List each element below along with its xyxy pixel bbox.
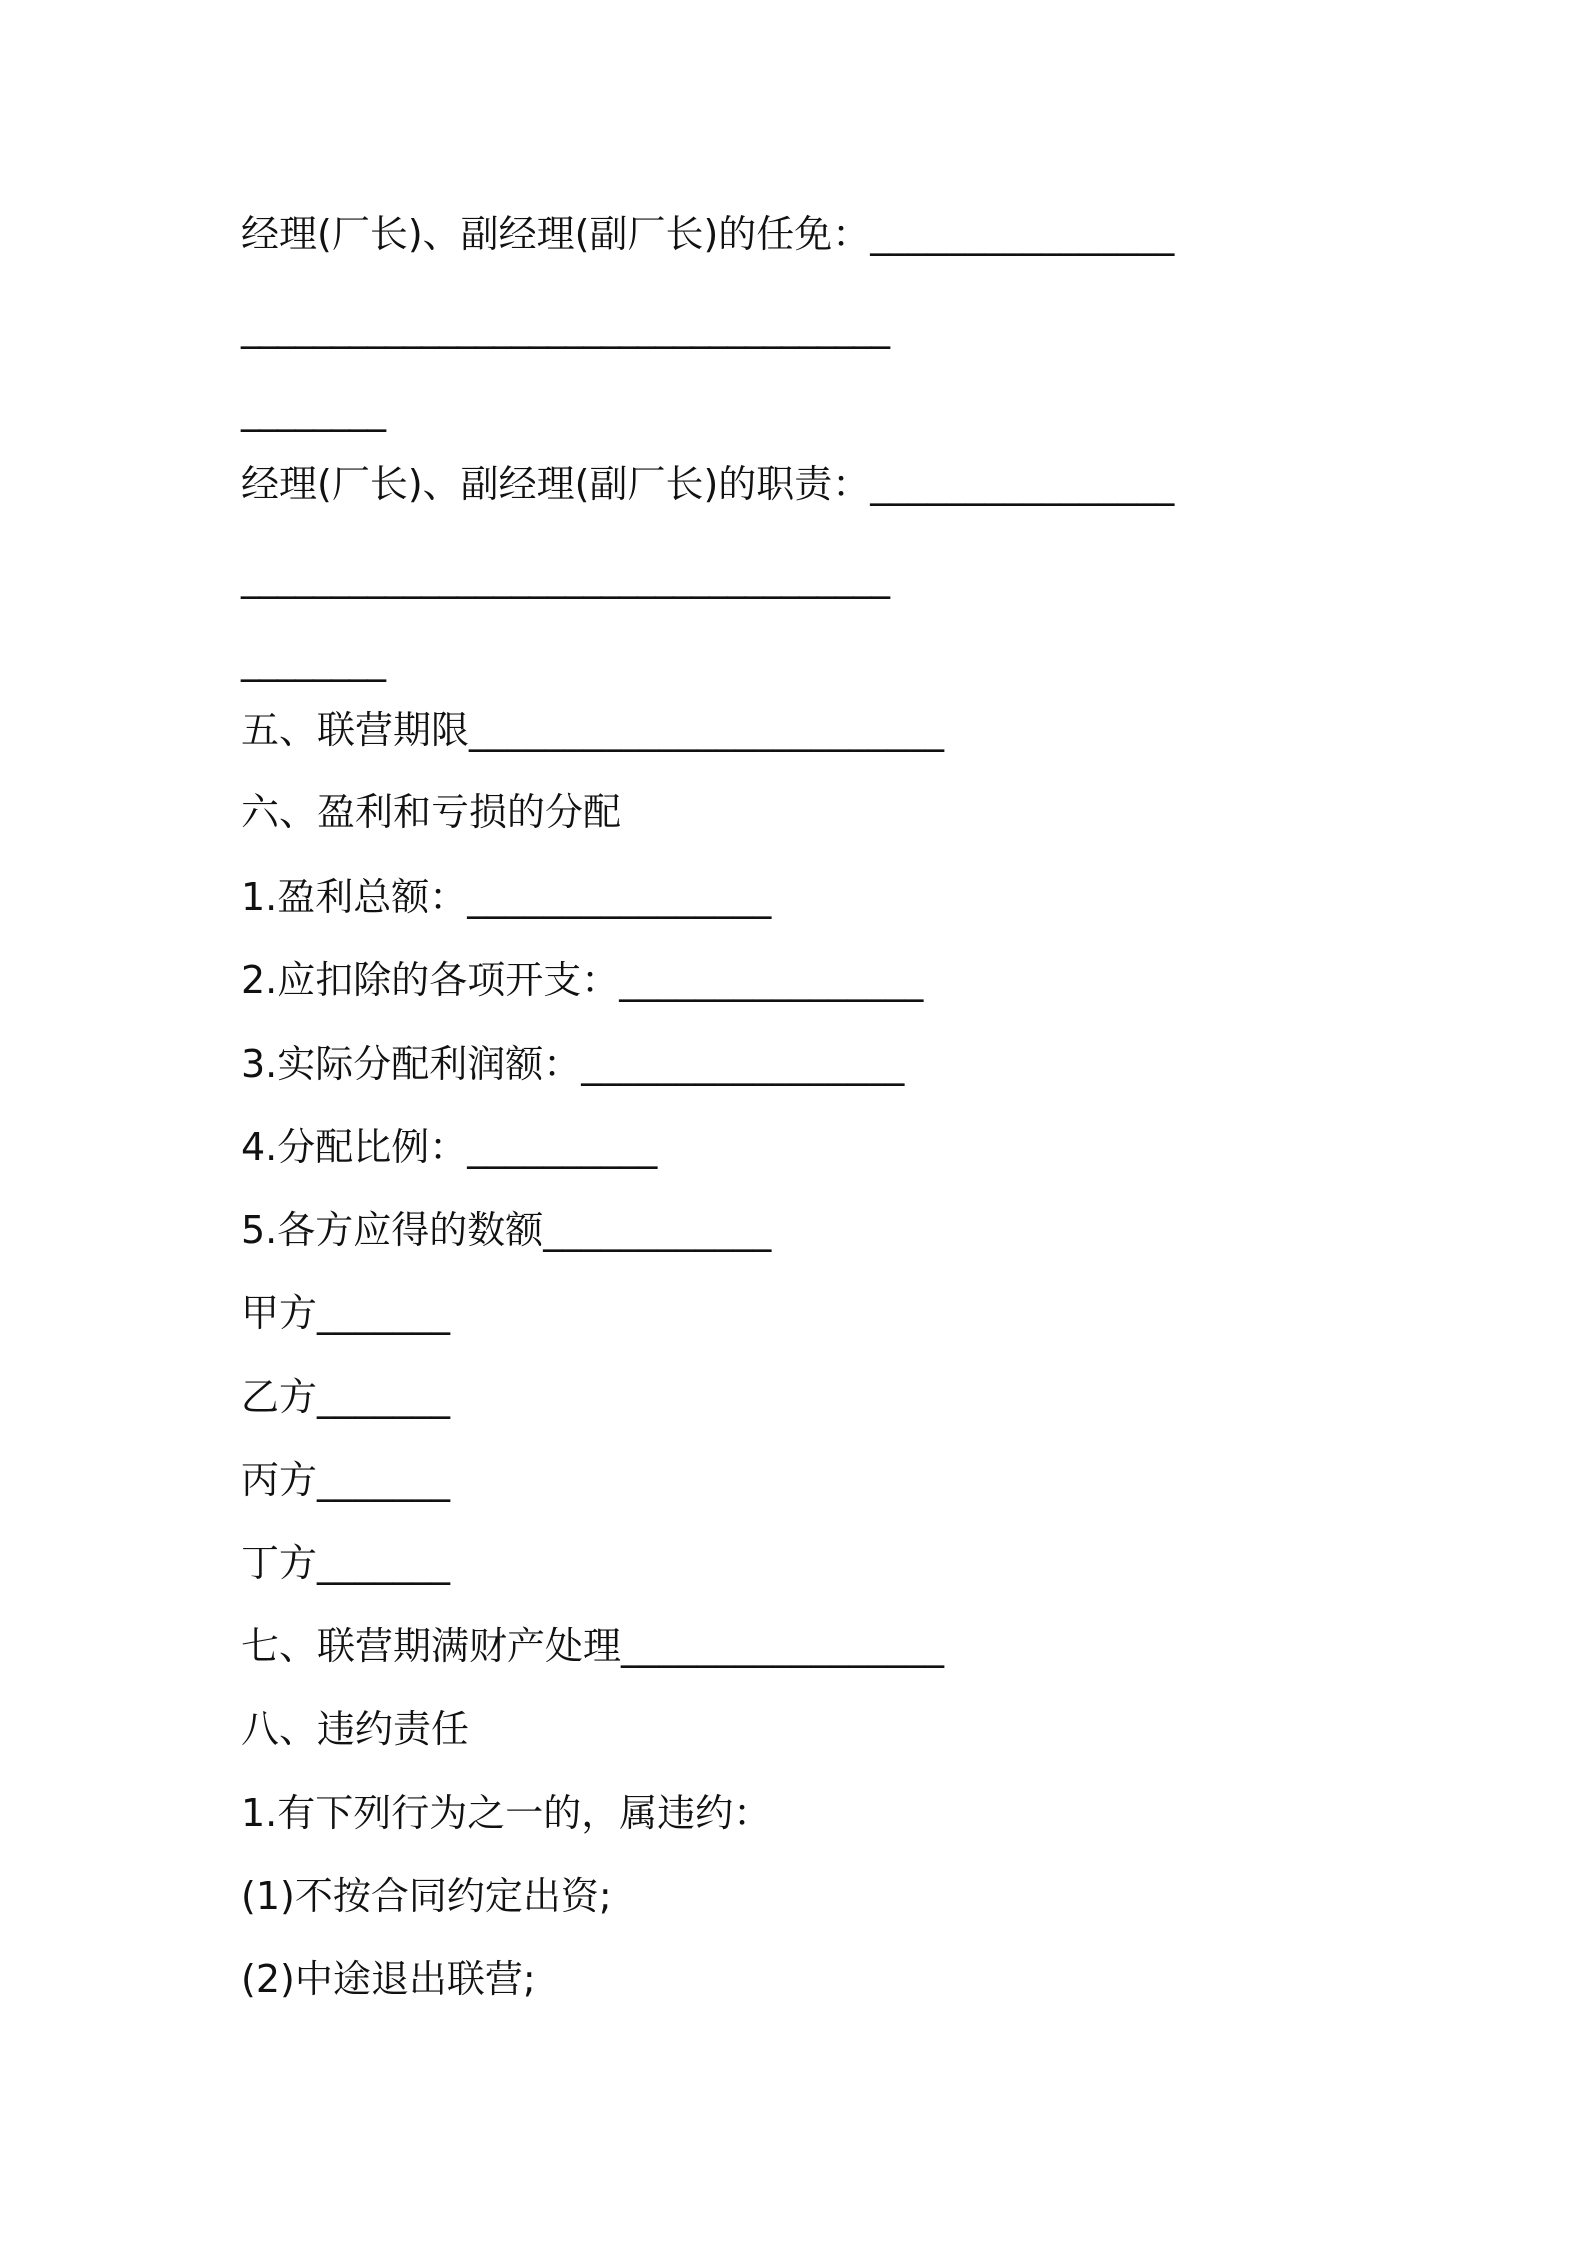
appointment-line: 经理(厂长)、副经理(副厂长)的任免：________________ [241,212,1175,256]
section-eight-heading: 八、违约责任 [241,1707,470,1751]
duties-blank-line-2: ________ [241,638,385,682]
appointment-blank-line-2: ________ [241,388,385,432]
breach-item-1: (1)不按合同约定出资; [241,1874,612,1918]
party-d-line: 丁方_______ [241,1541,451,1585]
profit-total-line: 1.盈利总额：________________ [241,875,772,919]
distribution-ratio-line: 4.分配比例：__________ [241,1125,658,1169]
party-a-line: 甲方_______ [241,1291,451,1335]
actual-profit-line: 3.实际分配利润额：_________________ [241,1042,905,1086]
section-five-term: 五、联营期限_________________________ [241,708,945,752]
section-six-heading: 六、盈利和亏损的分配 [241,790,622,834]
appointment-blank-line-1: ____________________________________ [241,305,889,349]
party-b-line: 乙方_______ [241,1375,451,1419]
breach-condition-line: 1.有下列行为之一的，属违约： [241,1791,772,1835]
deductions-line: 2.应扣除的各项开支：________________ [241,958,924,1002]
duties-blank-line-1: ____________________________________ [241,555,889,599]
duties-line: 经理(厂长)、副经理(副厂长)的职责：________________ [241,462,1175,506]
breach-item-2: (2)中途退出联营; [241,1957,536,2001]
each-party-amount-line: 5.各方应得的数额____________ [241,1208,772,1252]
party-c-line: 丙方_______ [241,1458,451,1502]
section-seven-property-handling: 七、联营期满财产处理_________________ [241,1624,945,1668]
